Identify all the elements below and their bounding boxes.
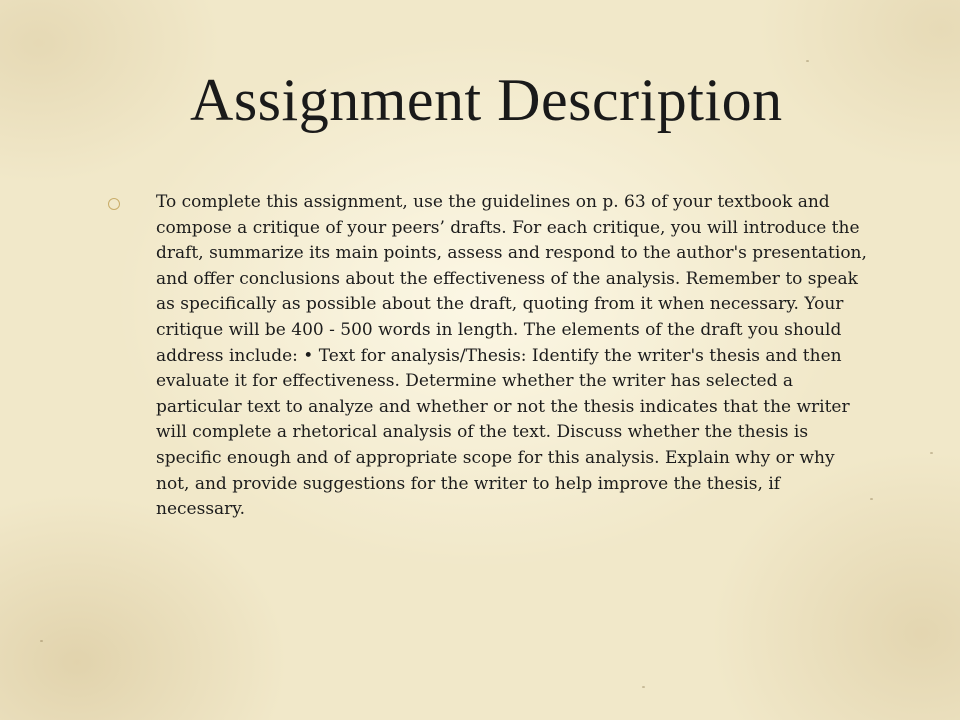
paper-speck (930, 452, 933, 454)
bullet-text: To complete this assignment, use the guidelines on p. 63 of your textbook and compose a critique of your peers’ drafts. For each critique, you will introduce the draft, summarize its main points, assess and respond to the author's presentation, and offer conclusions about the effectiveness of the analysis. Remember to speak as specifically as possible about the draft, quoting from it when necessary. Your critique will be 400 - 500 words in length. The elements of the draft you should address include: • Text for analysis/Thesis: Identify the writer's thesis and then evaluate it for effectiveness. Determine whether the writer has selected a particular text to analyze and whether or not the thesis indicates that the writer will complete a rhetorical analysis of the text. Discuss whether the thesis is specific enough and of appropriate scope for this analysis. Explain why or why not, and provide suggestions for the writer to help improve the thesis, if necessary. (156, 192, 867, 520)
hollow-circle-bullet-icon (108, 198, 120, 210)
paper-speck (40, 640, 43, 642)
bullet-list (108, 190, 868, 523)
paper-speck (870, 498, 873, 500)
paper-speck (806, 60, 809, 62)
slide-title: Assignment Description (190, 67, 783, 133)
paper-speck (642, 686, 645, 688)
bullet-item (108, 190, 868, 523)
